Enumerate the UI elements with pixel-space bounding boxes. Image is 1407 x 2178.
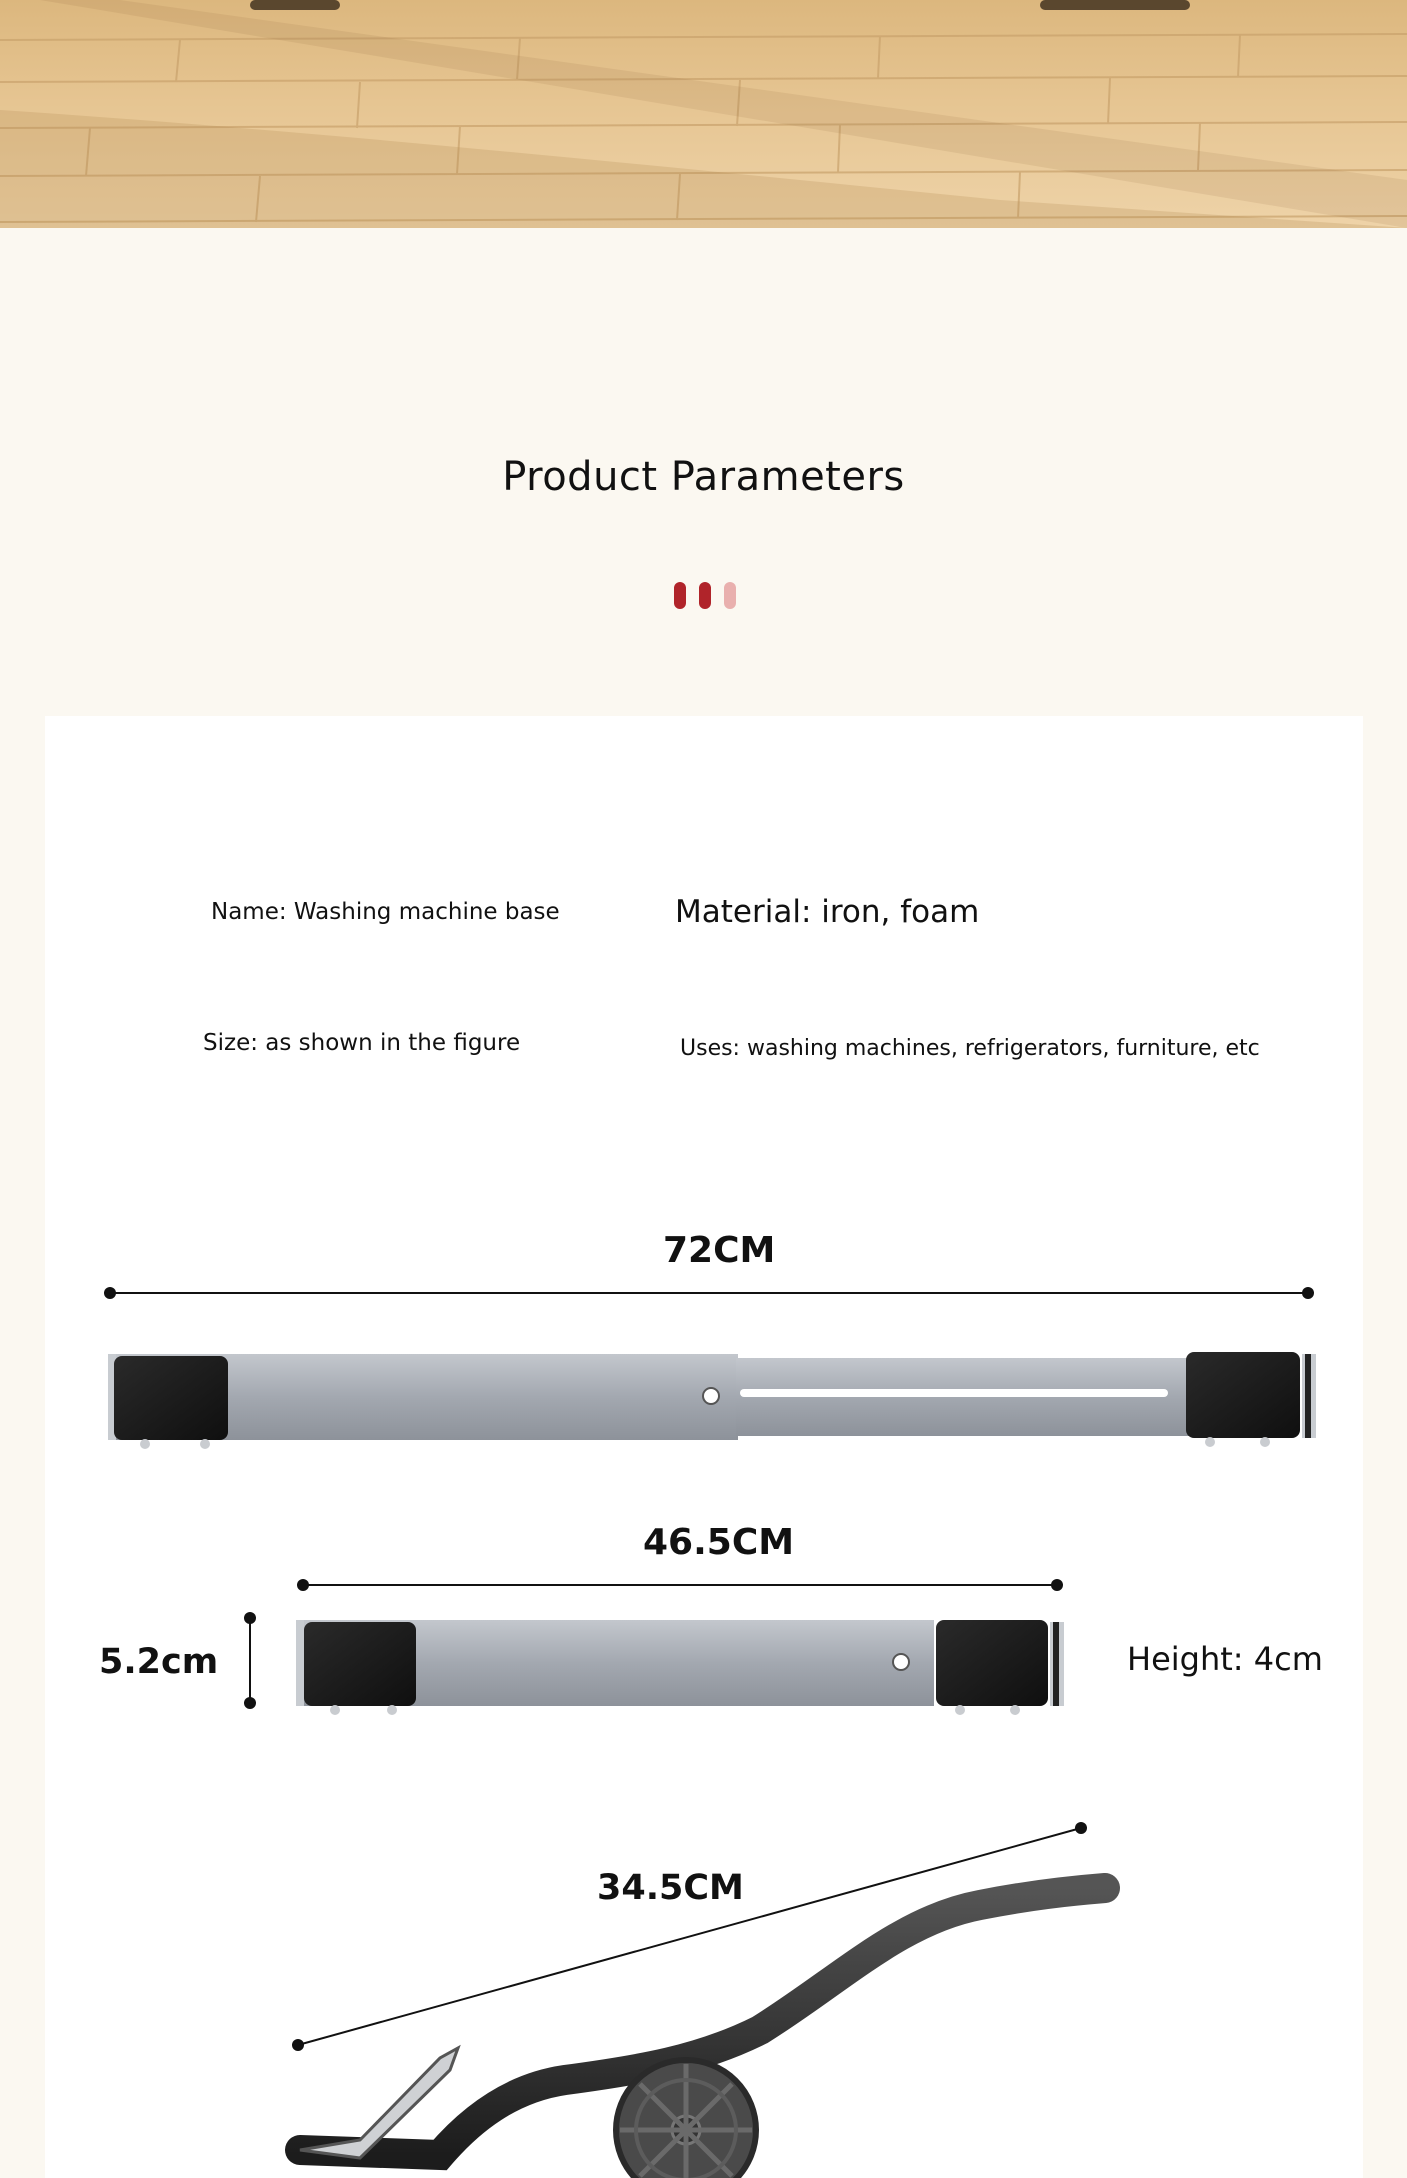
retracted-base-rail <box>296 1620 1064 1715</box>
lever-length-label: 34.5CM <box>597 1868 744 1908</box>
extended-length-label: 72CM <box>663 1230 776 1271</box>
retracted-length-dimension-line <box>297 1579 1063 1591</box>
spec-size: Size: as shown in the figure <box>203 1030 521 1056</box>
width-label: 5.2cm <box>99 1642 219 1682</box>
lever-length-dimension-line <box>292 1822 1087 2051</box>
width-dimension-line <box>244 1612 256 1709</box>
lever-tool <box>300 1888 1105 2178</box>
spec-name: Name: Washing machine base <box>211 899 560 925</box>
retracted-length-label: 46.5CM <box>643 1522 795 1563</box>
height-label: Height: 4cm <box>1127 1640 1323 1678</box>
spec-uses: Uses: washing machines, refrigerators, furniture, etc <box>680 1036 1260 1061</box>
extended-base-rail <box>108 1352 1316 1449</box>
section-title: Product Parameters <box>502 454 905 500</box>
extended-length-dimension-line <box>104 1287 1314 1299</box>
spec-material: Material: iron, foam <box>675 894 980 930</box>
